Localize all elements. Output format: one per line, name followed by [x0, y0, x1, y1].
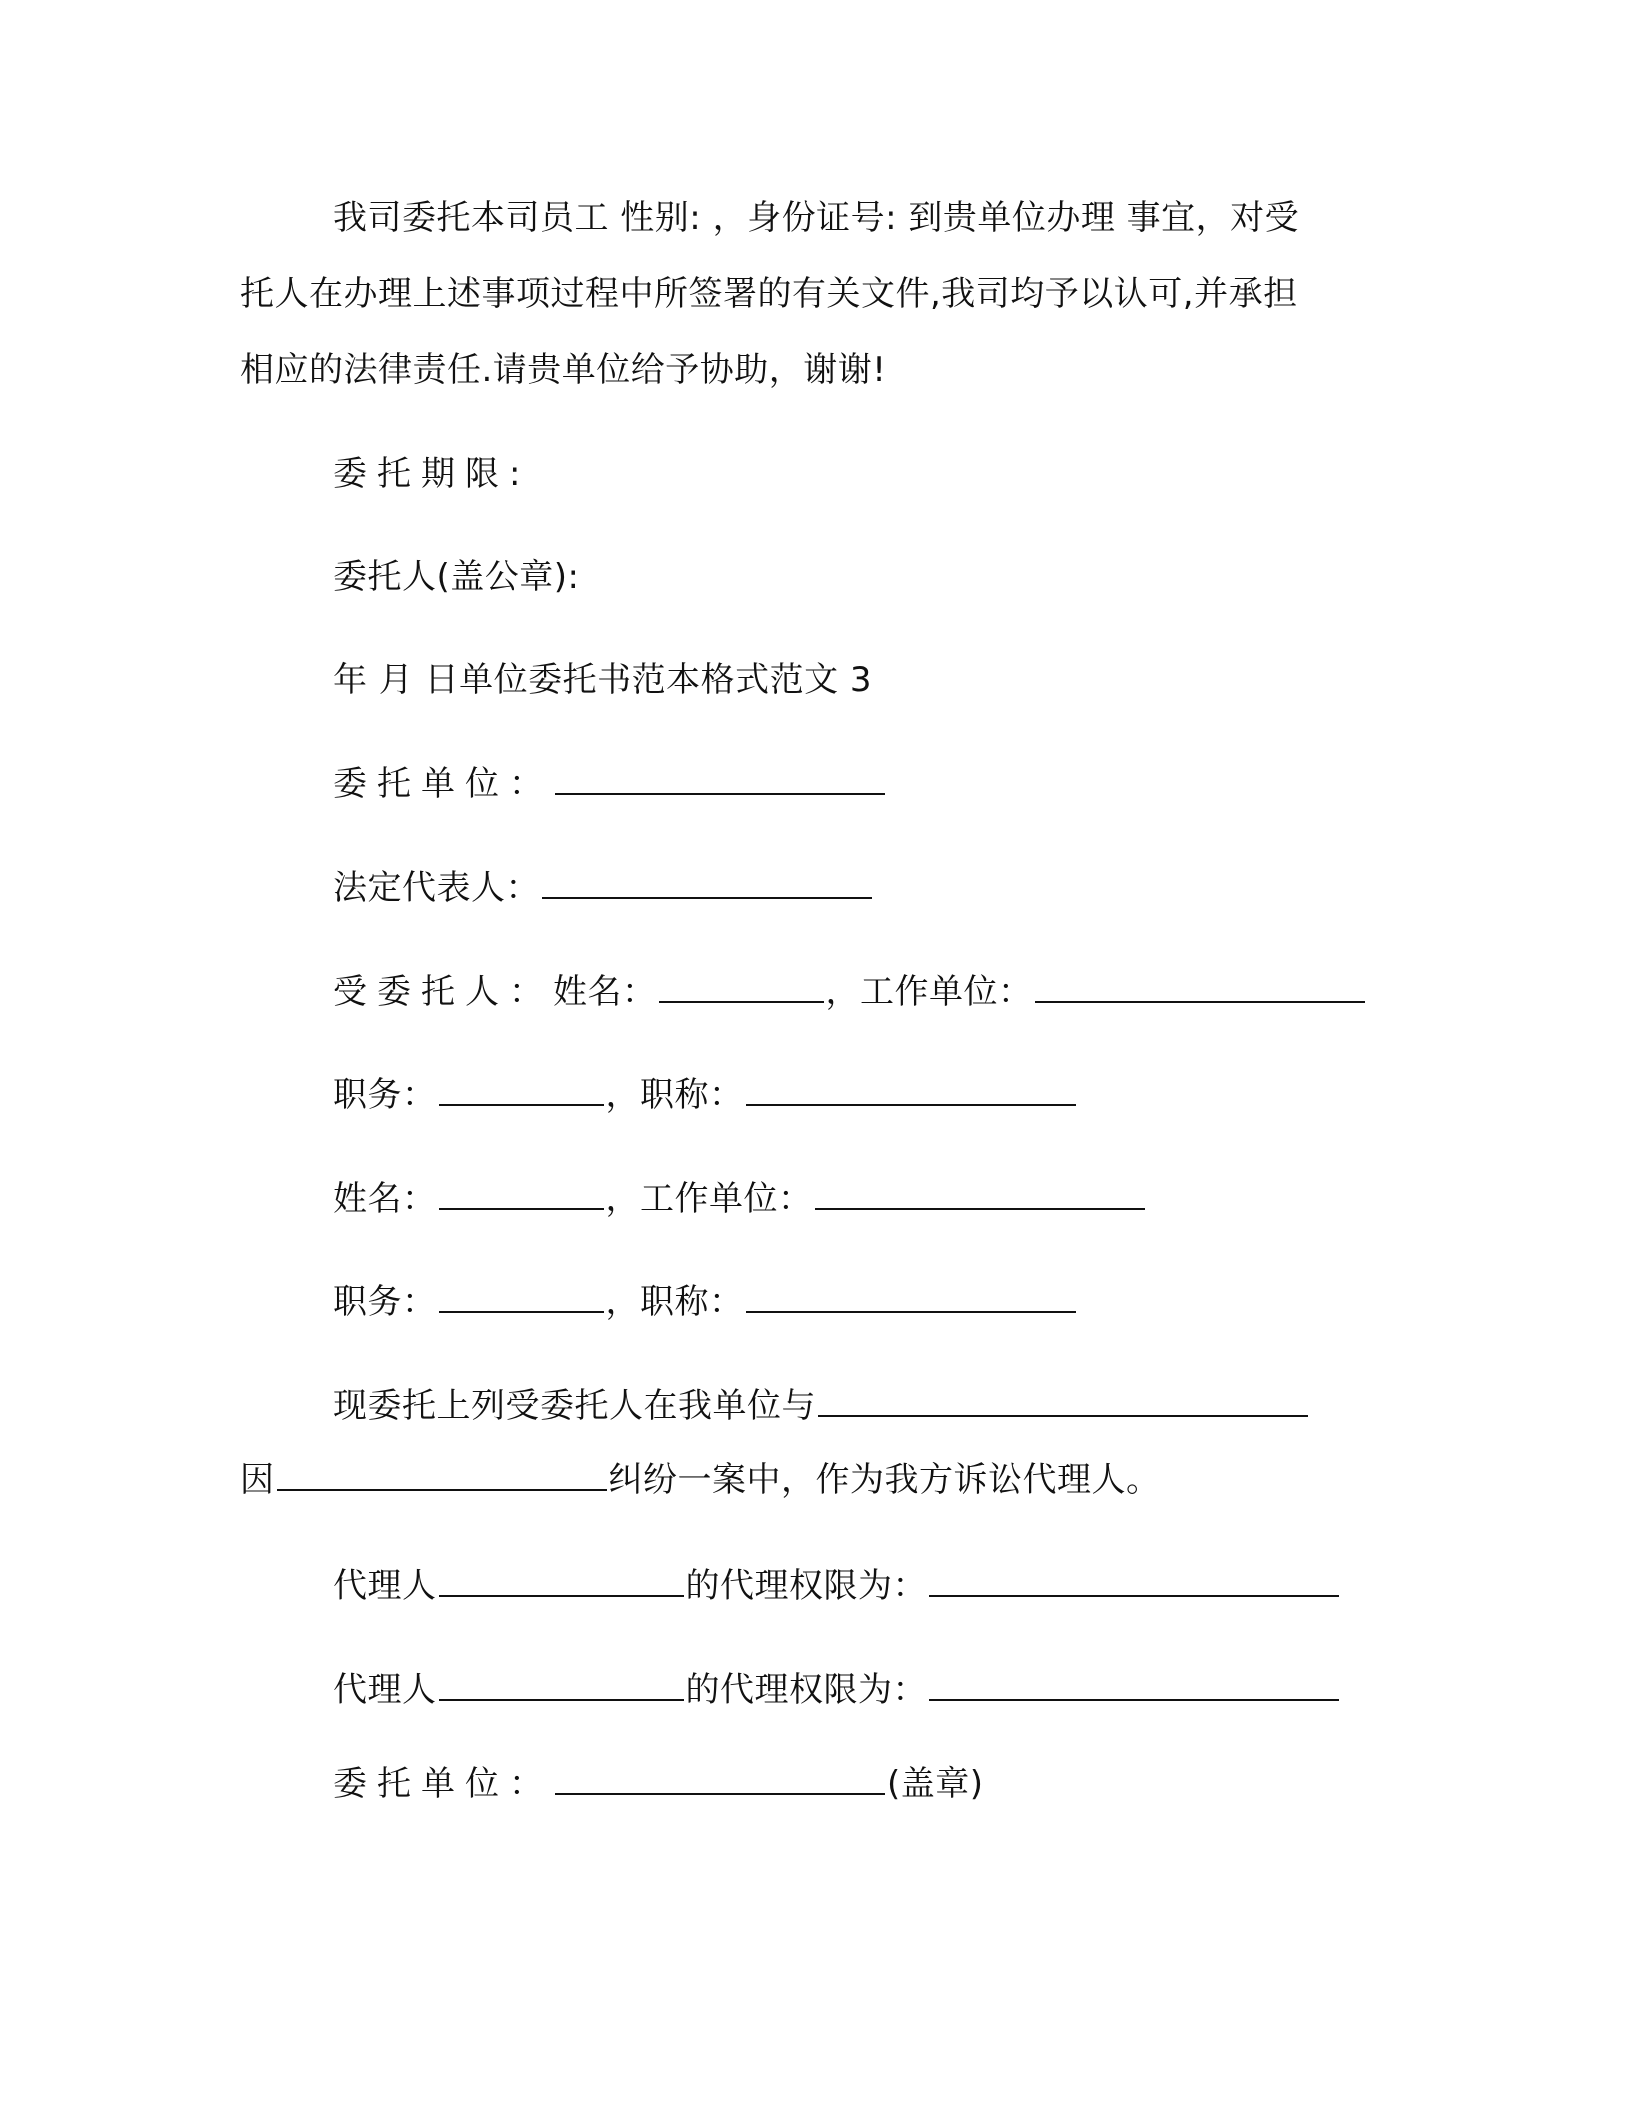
position-line: [333, 1073, 1078, 1117]
title-blank: [746, 1074, 1076, 1106]
case-line-2: [240, 1458, 1161, 1502]
employer-label: ，工作单位：: [825, 972, 1033, 1012]
principal-seal-line: [333, 555, 579, 599]
seal-unit-blank: [555, 1763, 885, 1795]
position-line-2: [333, 1280, 1078, 1324]
employer-blank: [1035, 971, 1365, 1003]
agent-authority-suffix-2: 的代理权限为：: [685, 1670, 927, 1710]
employer-label-2: ，工作单位：: [605, 1179, 813, 1219]
case-party-blank: [818, 1385, 1308, 1417]
agent-authority-line-1: [333, 1564, 1341, 1608]
date-title-line: [333, 658, 872, 702]
agent-name-blank: [439, 1565, 684, 1597]
paragraph-line-2: [240, 272, 1298, 316]
term-label: 委托期限:: [333, 454, 531, 494]
paragraph-text: 相应的法律责任.请贵单位给予协助，谢谢!: [240, 350, 887, 390]
name-line-2: [333, 1177, 1147, 1221]
paragraph-text: 我司委托本司员工 性别: ，身份证号: 到贵单位办理 事宜，对受: [333, 198, 1300, 238]
case-text-1: 现委托上列受委托人在我单位与: [333, 1386, 816, 1426]
legal-rep-blank: [542, 867, 872, 899]
employer-blank-2: [815, 1178, 1145, 1210]
agent-label: 受委托人：: [333, 972, 553, 1012]
entrusting-unit-line: [333, 762, 887, 806]
agent-line: [333, 970, 1367, 1014]
agent-name-blank-2: [439, 1669, 684, 1701]
case-line-1: [333, 1384, 1310, 1428]
legal-rep-label: 法定代表人：: [333, 868, 540, 908]
position-label-2: 职务：: [333, 1282, 437, 1322]
agent-authority-prefix: 代理人: [333, 1566, 437, 1606]
title-label: ，职称：: [605, 1075, 744, 1115]
entrusting-unit-label: 委托单位：: [333, 764, 553, 804]
seal-unit-label: 委托单位：: [333, 1764, 553, 1804]
paragraph-text: 托人在办理上述事项过程中所签署的有关文件,我司均予以认可,并承担: [240, 274, 1298, 314]
date-title-text: 年 月 日单位委托书范本格式范文 3: [333, 660, 873, 700]
case-prefix: 因: [240, 1460, 275, 1500]
name-label-2: 姓名：: [333, 1179, 437, 1219]
agent-authority-prefix-2: 代理人: [333, 1670, 437, 1710]
authority-blank-2: [929, 1669, 1339, 1701]
authority-blank: [929, 1565, 1339, 1597]
term-line: [333, 452, 530, 496]
position-label: 职务：: [333, 1075, 437, 1115]
name-label: 姓名：: [553, 972, 657, 1012]
name-blank: [659, 971, 824, 1003]
case-cause-blank: [277, 1459, 607, 1491]
agent-authority-suffix: 的代理权限为：: [685, 1566, 927, 1606]
name-blank-2: [439, 1178, 604, 1210]
principal-seal-label: 委托人(盖公章):: [333, 557, 580, 597]
case-suffix: 纠纷一案中，作为我方诉讼代理人。: [608, 1460, 1161, 1500]
agent-authority-line-2: [333, 1668, 1341, 1712]
legal-rep-line: [333, 866, 874, 910]
position-blank: [439, 1074, 604, 1106]
seal-unit-line: [333, 1762, 984, 1806]
position-blank-2: [439, 1281, 604, 1313]
entrusting-unit-blank: [555, 763, 885, 795]
title-blank-2: [746, 1281, 1076, 1313]
title-label-2: ，职称：: [605, 1282, 744, 1322]
seal-note: (盖章): [887, 1764, 984, 1804]
paragraph-line-1: [333, 196, 1299, 240]
paragraph-line-3: [240, 348, 886, 392]
